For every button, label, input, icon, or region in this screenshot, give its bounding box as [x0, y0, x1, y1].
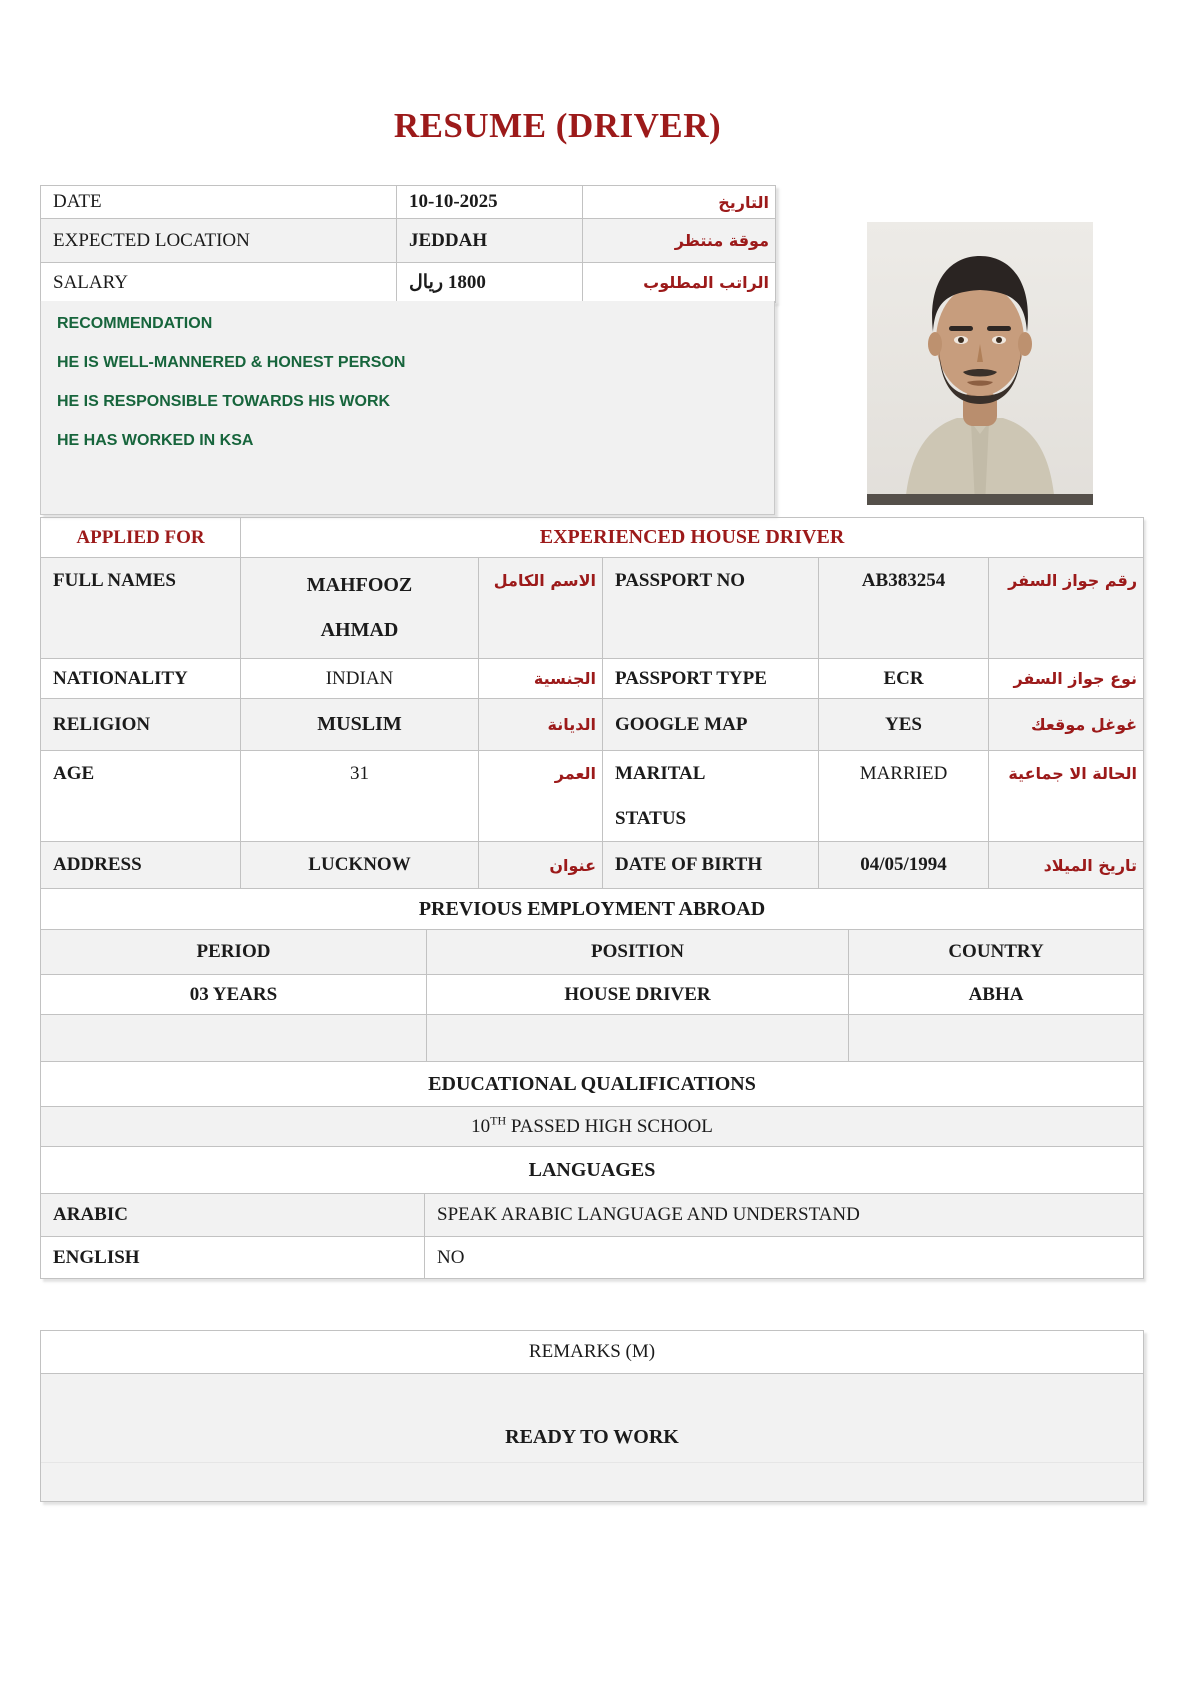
- applied-for-value: EXPERIENCED HOUSE DRIVER: [241, 518, 1144, 558]
- english-language-label: ENGLISH: [41, 1237, 425, 1279]
- passport-no-label-arabic: رقم جواز السفر: [989, 558, 1144, 659]
- applied-for-label: APPLIED FOR: [41, 518, 241, 558]
- age-label: AGE: [41, 751, 241, 842]
- remarks-heading-row: [41, 1331, 1144, 1374]
- salary-label: SALARY: [41, 263, 397, 303]
- education-languages-table: [40, 1061, 1144, 1279]
- languages-heading: LANGUAGES: [41, 1147, 1144, 1194]
- details-section: [40, 517, 1143, 1279]
- country-column-header: COUNTRY: [849, 930, 1144, 975]
- marital-status-value: MARRIED: [819, 751, 989, 842]
- page-title: RESUME (DRIVER): [393, 106, 722, 145]
- period-empty-cell: [41, 1015, 427, 1062]
- remarks-value-row: [41, 1374, 1144, 1502]
- english-language-value: NO: [425, 1237, 1144, 1279]
- remarks-divider: [41, 1462, 1143, 1463]
- arabic-language-label: ARABIC: [41, 1194, 425, 1237]
- recommendation-line-2: HE IS RESPONSIBLE TOWARDS HIS WORK: [57, 393, 391, 410]
- country-value: ABHA: [849, 975, 1144, 1015]
- religion-value: MUSLIM: [241, 699, 479, 751]
- english-language-row: [41, 1237, 1144, 1279]
- salary-value: 1800 ريال: [397, 263, 583, 303]
- full-names-label: FULL NAMES: [41, 558, 241, 659]
- info-row-salary: [41, 263, 776, 303]
- passport-type-label: PASSPORT TYPE: [603, 659, 819, 699]
- expected-location-label-arabic: موقة منتظر: [583, 219, 776, 263]
- expected-location-label: EXPECTED LOCATION: [41, 219, 397, 263]
- applicant-photo: [867, 222, 1093, 505]
- arabic-language-value: SPEAK ARABIC LANGUAGE AND UNDERSTAND: [425, 1194, 1144, 1237]
- recommendation-line-3: HE HAS WORKED IN KSA: [57, 432, 254, 449]
- employment-table: [40, 888, 1144, 1062]
- salary-label-arabic: الراتب المطلوب: [583, 263, 776, 303]
- education-heading: EDUCATIONAL QUALIFICATIONS: [41, 1062, 1144, 1107]
- recommendation-heading: RECOMMENDATION: [57, 315, 213, 332]
- religion-row: [41, 699, 1144, 751]
- nationality-label-arabic: الجنسية: [479, 659, 603, 699]
- expected-location-value: JEDDAH: [397, 219, 583, 263]
- age-value: 31: [241, 751, 479, 842]
- position-value: HOUSE DRIVER: [427, 975, 849, 1015]
- remarks-section: [40, 1330, 1144, 1502]
- google-map-value: YES: [819, 699, 989, 751]
- marital-status-label: MARITAL STATUS: [603, 751, 819, 842]
- position-empty-cell: [427, 1015, 849, 1062]
- education-value: 10TH PASSED HIGH SCHOOL: [41, 1107, 1144, 1147]
- date-of-birth-value: 04/05/1994: [819, 842, 989, 889]
- employment-heading-row: [41, 889, 1144, 930]
- employment-columns-row: [41, 930, 1144, 975]
- employment-data-row: [41, 975, 1144, 1015]
- date-label-arabic: التاريخ: [583, 186, 776, 219]
- info-row-location: [41, 219, 776, 263]
- nationality-label: NATIONALITY: [41, 659, 241, 699]
- remarks-heading: REMARKS (M): [41, 1331, 1144, 1374]
- education-value-row: [41, 1107, 1144, 1147]
- google-map-label: GOOGLE MAP: [603, 699, 819, 751]
- full-names-label-arabic: الاسم الكامل: [479, 558, 603, 659]
- address-value: LUCKNOW: [241, 842, 479, 889]
- position-column-header: POSITION: [427, 930, 849, 975]
- address-row: [41, 842, 1144, 889]
- date-label: DATE: [41, 186, 397, 219]
- remarks-value: READY TO WORK: [41, 1374, 1144, 1502]
- employment-heading: PREVIOUS EMPLOYMENT ABROAD: [41, 889, 1144, 930]
- period-column-header: PERIOD: [41, 930, 427, 975]
- marital-status-label-arabic: الحالة الا جماعية: [989, 751, 1144, 842]
- country-empty-cell: [849, 1015, 1144, 1062]
- date-value: 10-10-2025: [397, 186, 583, 219]
- passport-no-label: PASSPORT NO: [603, 558, 819, 659]
- period-value: 03 YEARS: [41, 975, 427, 1015]
- address-label: ADDRESS: [41, 842, 241, 889]
- address-label-arabic: عنوان: [479, 842, 603, 889]
- details-table: [40, 517, 1144, 889]
- google-map-label-arabic: غوغل موقعك: [989, 699, 1144, 751]
- languages-heading-row: [41, 1147, 1144, 1194]
- passport-no-value: AB383254: [819, 558, 989, 659]
- info-row-date: [41, 186, 776, 219]
- passport-type-value: ECR: [819, 659, 989, 699]
- info-table: [40, 185, 776, 303]
- passport-type-label-arabic: نوع جواز السفر: [989, 659, 1144, 699]
- religion-label: RELIGION: [41, 699, 241, 751]
- recommendation-line-1: HE IS WELL-MANNERED & HONEST PERSON: [57, 354, 406, 371]
- full-names-row: [41, 558, 1144, 659]
- info-table-section: [40, 185, 776, 303]
- age-row: [41, 751, 1144, 842]
- date-of-birth-label-arabic: تاريخ الميلاد: [989, 842, 1144, 889]
- arabic-language-row: [41, 1194, 1144, 1237]
- religion-label-arabic: الديانة: [479, 699, 603, 751]
- remarks-table: [40, 1330, 1144, 1502]
- employment-empty-row: [41, 1015, 1144, 1062]
- applied-for-row: [41, 518, 1144, 558]
- date-of-birth-label: DATE OF BIRTH: [603, 842, 819, 889]
- education-heading-row: [41, 1062, 1144, 1107]
- nationality-value: INDIAN: [241, 659, 479, 699]
- recommendation-box: [40, 301, 775, 515]
- nationality-row: [41, 659, 1144, 699]
- age-label-arabic: العمر: [479, 751, 603, 842]
- full-names-value: MAHFOOZ AHMAD: [241, 558, 479, 659]
